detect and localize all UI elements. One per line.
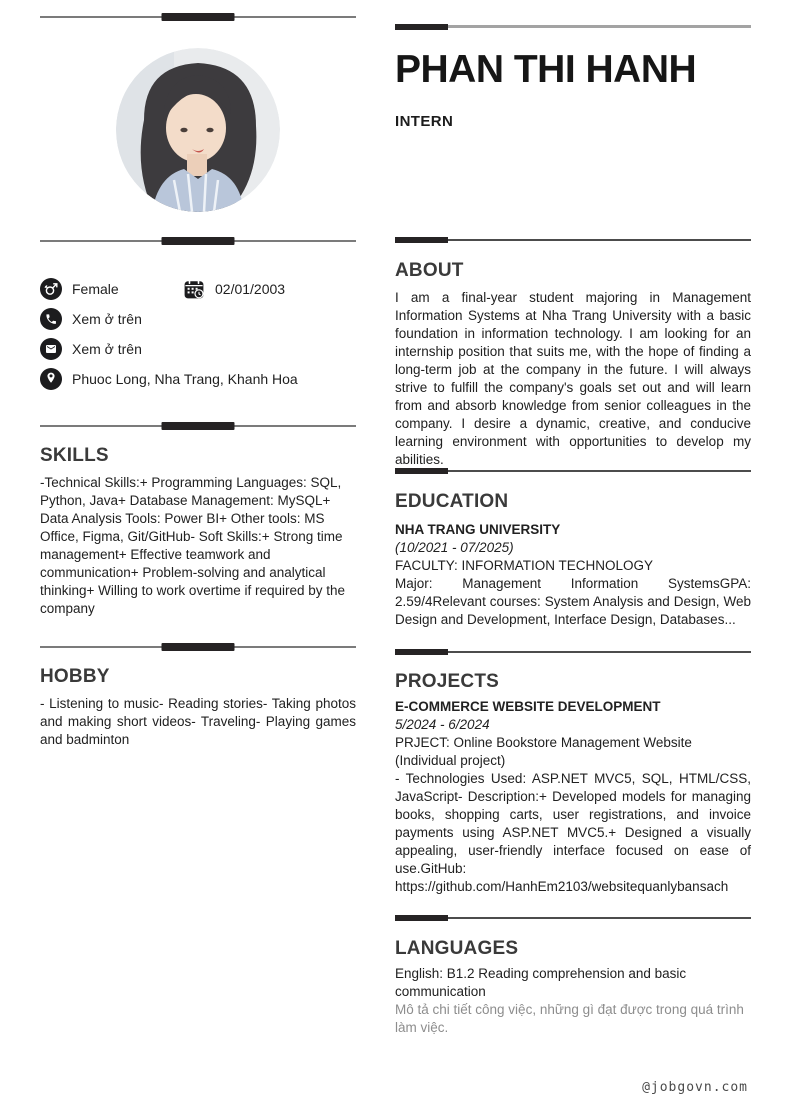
project-summary: PRJECT: Online Bookstore Management Website (Individual project) <box>395 735 692 768</box>
divider <box>395 915 751 921</box>
divider <box>395 24 751 30</box>
contact-birth-date <box>183 278 285 300</box>
address-value: Phuoc Long, Nha Trang, Khanh Hoa <box>72 371 298 387</box>
divider <box>395 468 751 474</box>
profile-photo-image <box>116 48 280 212</box>
divider <box>395 237 751 243</box>
candidate-title: INTERN <box>395 113 454 130</box>
contact-row <box>40 308 356 330</box>
languages-text: English: B1.2 Reading comprehension and basic communication <box>395 966 687 999</box>
section-title-skills: SKILLS <box>40 445 109 466</box>
divider <box>40 422 356 430</box>
contact-phone <box>40 308 142 330</box>
contact-row <box>40 278 356 300</box>
divider <box>395 649 751 655</box>
divider <box>40 237 356 245</box>
section-title-education: EDUCATION <box>395 491 509 512</box>
calendar-clock-icon <box>183 278 205 300</box>
project-description: - Technologies Used: ASP.NET MVC5, SQL, HTML/CSS, JavaScript- Description:+ Developed models for managing books, shopping carts, user registrations, and invoice payments using ASP.NET MVC5.+ Designed a visually appealing, user-friendly interface focused on ease of use.GitHub: https://github.com/HanhEm2103/websitequanlybansach <box>395 771 751 894</box>
birth-date-value: 02/01/2003 <box>215 281 286 297</box>
phone-icon <box>40 308 62 330</box>
gender-value: Female <box>72 281 119 297</box>
education-period: (10/2021 - 07/2025) <box>395 540 514 555</box>
candidate-name: PHAN THI HANH <box>395 48 697 91</box>
contact-email <box>40 338 142 360</box>
phone-value: Xem ở trên <box>72 311 142 327</box>
section-title-hobby: HOBBY <box>40 666 110 687</box>
languages-note: Mô tả chi tiết công việc, những gì đạt được trong quá trình làm việc. <box>395 1002 744 1035</box>
skills-text: -Technical Skills:+ Programming Languages: SQL, Python, Java+ Database Management: MySQL+ Data Analysis Tools: Power BI+ Other tools: MS Office, Figma, Git/GitHub- Soft Skills:+ Strong time management+ Effective teamwork and communication+ Problem-solving and analytical thinking+ Willing to work overtime if required by the company <box>40 475 346 616</box>
left-column <box>40 0 356 1107</box>
contact-address <box>40 368 298 390</box>
about-text: I am a final-year student majoring in Management Information Systems at Nha Trang University with a basic foundation in information technology. I am looking for an internship position that suits me, with the hope of finding a long-term job at the company in the future. I will always strive to fulfill the company's goals set out and will learn from and absorb knowledge from senior colleagues in the company. I desire a dynamic, creative, and conducive learning environment with opportunities to develop my abilities. <box>395 290 751 467</box>
contact-gender <box>40 278 183 300</box>
divider <box>40 643 356 651</box>
project-period: 5/2024 - 6/2024 <box>395 717 490 732</box>
email-icon <box>40 338 62 360</box>
hobby-text: - Listening to music- Reading stories- Taking photos and making short videos- Traveling- Playing games and badminton <box>40 696 356 747</box>
section-title-projects: PROJECTS <box>395 671 500 692</box>
education-details: Major: Management Information SystemsGPA: 2.59/4Relevant courses: System Analysis and Design, Web Design and Development, Interface Design, Databases... <box>395 576 751 627</box>
section-title-about: ABOUT <box>395 260 464 281</box>
contact-row <box>40 338 356 360</box>
email-value: Xem ở trên <box>72 341 142 357</box>
divider <box>40 13 356 21</box>
gender-icon <box>40 278 62 300</box>
project-name: E-COMMERCE WEBSITE DEVELOPMENT <box>395 699 661 714</box>
contact-info <box>40 278 356 398</box>
location-pin-icon <box>40 368 62 390</box>
education-faculty: FACULTY: INFORMATION TECHNOLOGY <box>395 558 654 573</box>
right-column <box>395 0 751 1107</box>
education-school: NHA TRANG UNIVERSITY <box>395 522 561 537</box>
profile-photo <box>116 48 280 212</box>
section-title-languages: LANGUAGES <box>395 938 519 959</box>
watermark: @jobgovn.com <box>642 1080 748 1095</box>
contact-row <box>40 368 356 390</box>
